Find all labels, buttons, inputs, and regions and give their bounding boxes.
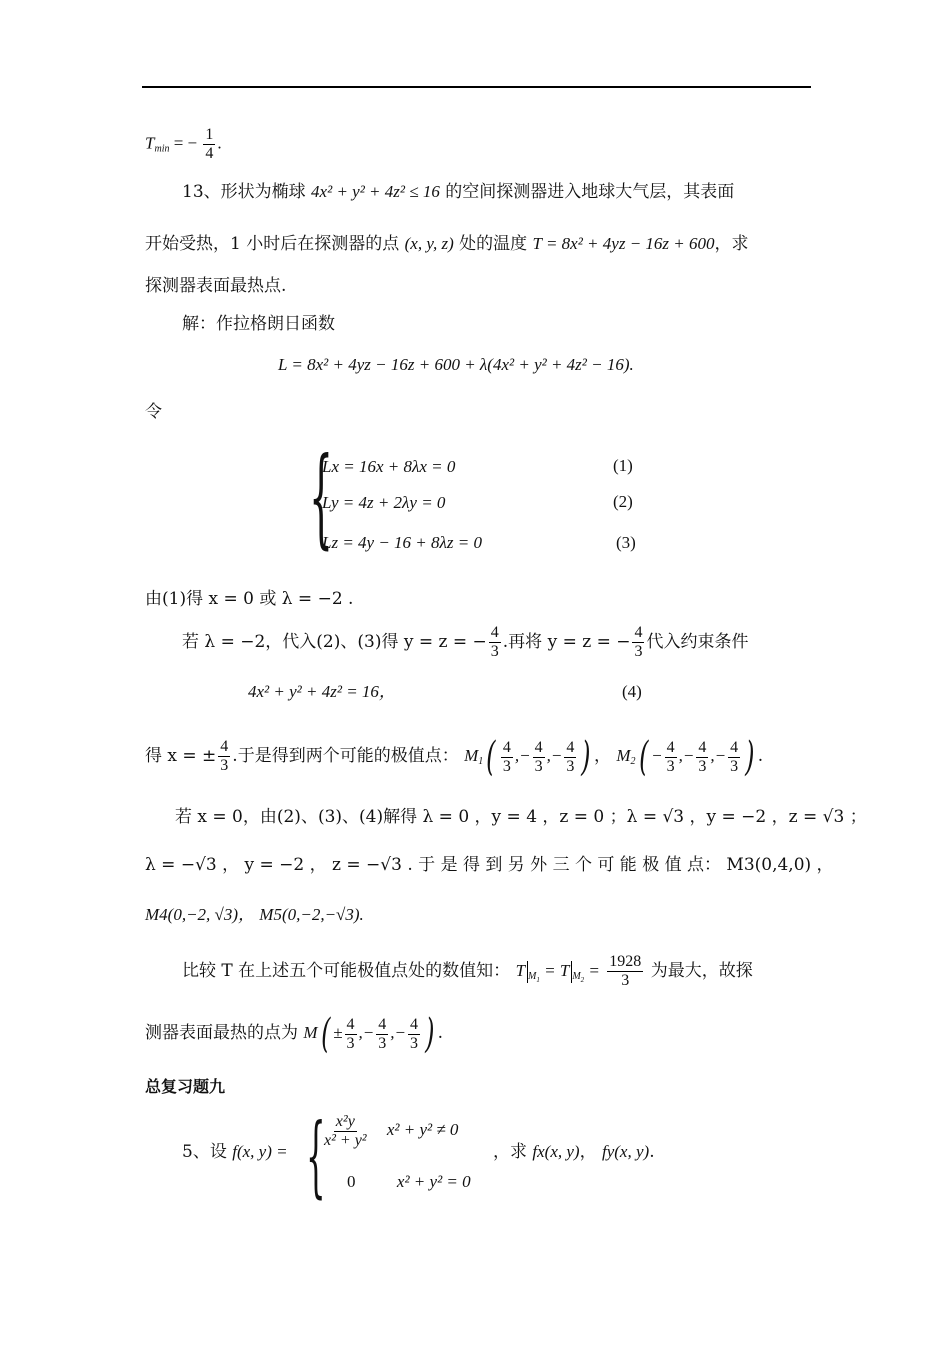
ling [145,400,162,424]
constraint-num-text: (4) [622,682,642,701]
frac-den: 3 [490,643,499,660]
ling-text: 令 [145,402,162,422]
p13-text-f: 探测器表面最热点. [145,276,287,296]
conclusion-text: 测器表面最热的点为 [145,1022,298,1043]
eq3-text: Lz = 4y − 16 + 8λz = 0 [322,533,482,552]
tmin-den: 4 [205,145,214,162]
tmin-symbol: T [145,133,155,153]
case2-line2 [145,853,834,877]
system-eq-1 [322,455,455,479]
frac-den: 3 [634,643,643,660]
compare-line [182,953,753,992]
p5-case1-den: x² + y² [324,1132,367,1149]
p5-case2 [347,1170,471,1194]
review-title [145,1075,225,1099]
tmin-sub: min [154,143,170,155]
m1-point: $M_1$( $\frac{4}{3}$ ,− $\frac{4}{3}$ ,− $\frac{4}{3}$ ) [464,734,591,780]
case2-text-3: M4(0,−2, √3)， M5(0,−2,−√3). [145,905,364,924]
problem13-line3 [145,274,286,298]
case1-text-c: 代入约束条件 [646,632,749,652]
p5-case1-cond: x² + y² ≠ 0 [386,1120,459,1140]
problem13-line1 [182,180,734,204]
compare-frac [607,953,643,990]
eq2-text: Ly = 4z + 2λy = 0 [322,493,446,512]
case2-text-2: λ = −√3 ， y = −2 ， z = −√3 . 于 是 得 到 另 外 三 个 可 能 极 值 点： M3(0,4,0) ， [145,855,834,875]
lagrangian [278,353,634,377]
hottest-point-label: M [303,1022,318,1042]
solution-intro [182,312,335,336]
compare-den: 3 [621,972,630,989]
p5-case1-num: x²y [335,1113,355,1130]
problem5-lead [182,1140,288,1164]
header-rule [142,86,811,88]
eq3-num: (3) [616,533,636,552]
conclusion-line: 测器表面最热的点为 M( ± $\frac{4}{3}$ ,− $\frac{4}{3}$ ,− $\frac{4}{3}$ ) . [145,1011,444,1057]
system-num-1 [613,456,633,476]
p13-text-d: 处的温度 [459,234,528,254]
tmin-result [145,126,222,163]
constraint-text: 4x² + y² + 4z² = 16， [248,682,396,701]
frac-num: 4 [220,737,229,755]
p5-case2-val: 0 [347,1172,356,1191]
hottest-point: M( ± $\frac{4}{3}$ ,− $\frac{4}{3}$ ,− $\frac{4}{3}$ ) [303,1011,435,1057]
p5-tail: ，求 fx(x, y)， fy(x, y). [493,1142,655,1162]
p13-text-c: 开始受热，1 小时后在探测器的点 [145,234,400,254]
p5-case2-cond: x² + y² = 0 [396,1172,471,1191]
from-eq1 [145,587,353,611]
solution-intro-text: 解：作拉格朗日函数 [182,314,335,334]
p5-text-b: ，求 [493,1142,527,1162]
frac-den: 3 [220,756,229,774]
case2-line3 [145,903,364,927]
p5-end: . [649,1142,655,1162]
p5-case1 [320,1113,458,1150]
system-eq-2 [322,491,445,515]
p5-function: f(x, y) = [232,1142,288,1161]
tmin-tail: . [217,133,222,153]
x-result-text-a: 得 x = ± [145,745,217,766]
m2-point: $M_2$( − $\frac{4}{3}$ ,− $\frac{4}{3}$ ,− $\frac{4}{3}$ ) [616,734,755,780]
case1-line [182,624,748,661]
p13-text-e: ，求 [714,234,749,254]
eq1-text: Lx = 16x + 8λx = 0 [322,457,456,476]
eq2-num: (2) [613,492,633,511]
system-eq-3 [322,531,482,555]
case1-text-a: 若 λ = −2，代入(2)、(3)得 y = z = − [182,632,487,652]
system-brace: { [309,435,334,560]
from-eq1-text: 由(1)得 x = 0 或 λ = −2 . [145,589,354,609]
case2-line1 [175,805,867,829]
eq1-num: (1) [613,456,633,475]
case1-frac-1 [489,624,501,661]
p13-text-b: 的空间探测器进入地球大气层，其表面 [445,182,735,202]
tmin-fraction [203,126,215,163]
system-num-2 [613,492,633,512]
case2-text-1: 若 x = 0，由(2)、(3)、(4)解得 λ = 0 ，y = 4 ，z = 0 ；λ = √3 ，y = −2 ，z = √3 ； [175,807,867,827]
p13-text-a: 13、形状为椭球 [182,182,306,202]
case1-frac-2 [632,624,644,661]
tmin-rel: = − [173,133,198,153]
p5-fy: fy(x, y) [602,1142,650,1161]
p5-fx: fx(x, y) [532,1142,580,1161]
review-title-text: 总复习题九 [145,1077,226,1096]
compare-expr: T $_{M_1}$ = T $_{M_2}$ = [515,961,600,984]
p13-point: (x, y, z) [404,234,454,253]
compare-text-a: 比较 T 在上述五个可能极值点处的数值知： [182,961,511,981]
tmin-num: 1 [205,126,214,143]
system-num-3 [616,533,636,553]
frac-num: 4 [490,624,499,641]
p5-text-a: 5、设 [182,1142,227,1162]
problem13-line2 [145,232,749,256]
p5-case1-frac [322,1113,369,1150]
p13-temperature: T = 8x² + 4yz − 16z + 600 [532,234,715,253]
x-frac [218,738,230,775]
constraint [248,680,396,704]
compare-text-b: 为最大，故探 [650,961,753,981]
compare-num: 1928 [609,953,642,970]
p13-ellipsoid: 4x² + y² + 4z² ≤ 16 [311,182,440,201]
constraint-num [622,682,642,702]
x-result-line: 得 x = ± $\frac{4}{3}$ .于是得到两个可能的极值点： $M_1$( $\frac{4}{3}$ ,− $\frac{4}{3}$ ,− $\frac{4}{3}$ ) ， $M_2$( − $\frac{4}{3}$ ,− $\frac{4}{3}$ ,− $\frac{4}{3}$ ) . [145,734,764,780]
lagrangian-text: L = 8x² + 4yz − 16z + 600 + λ(4x² + y² + 4z² − 16). [278,355,634,374]
piecewise-brace: { [306,1104,326,1207]
frac-num: 4 [634,624,643,641]
case1-text-b: .再将 y = z = − [502,632,631,652]
x-result-text-b: .于是得到两个可能的极值点： [232,745,459,766]
